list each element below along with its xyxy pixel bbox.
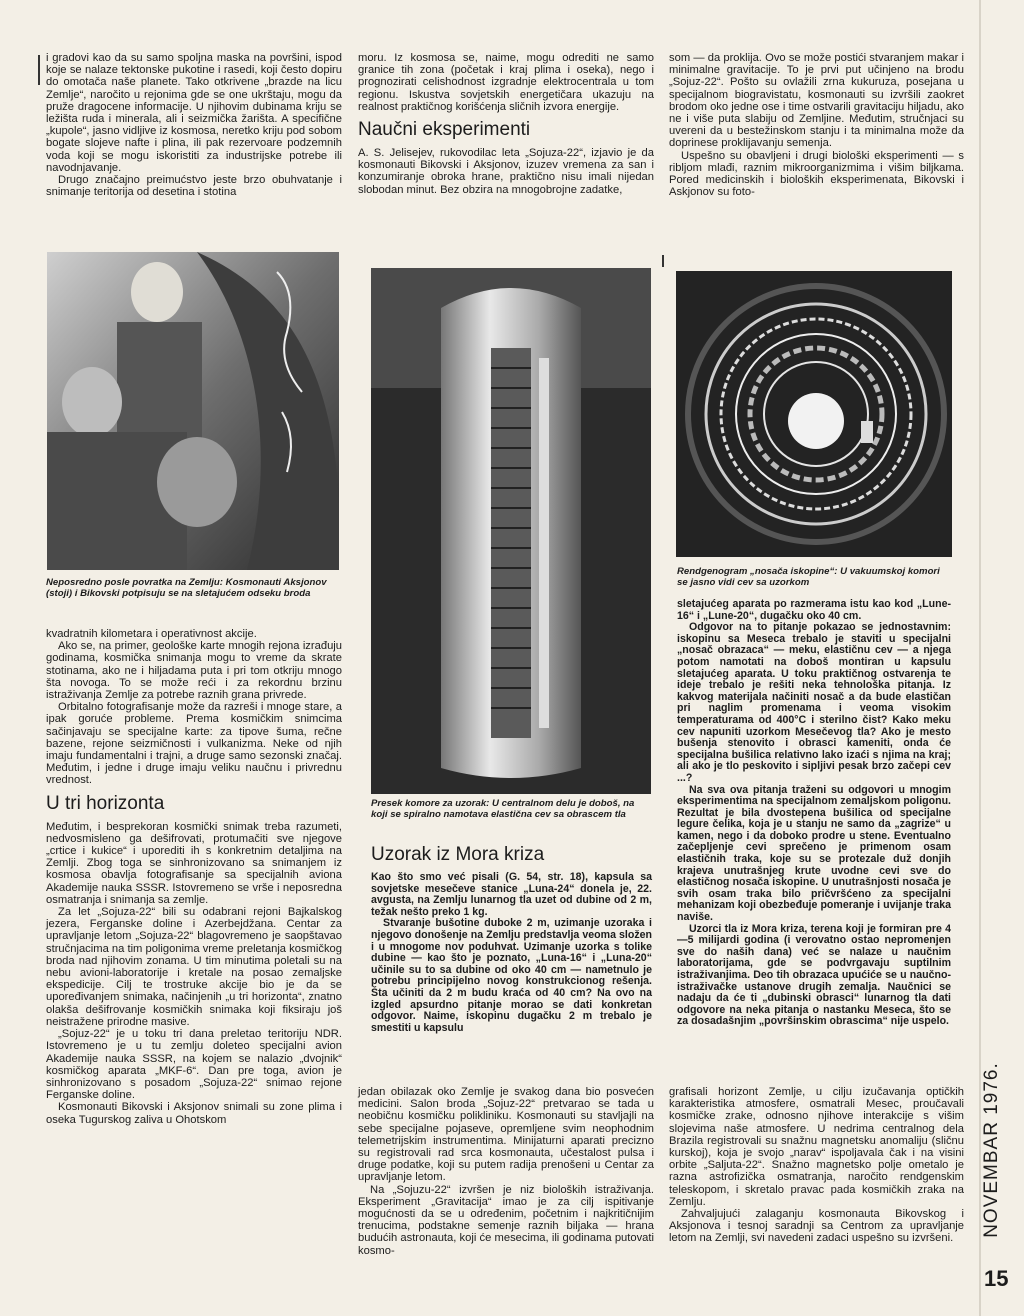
paragraph: grafisali horizont Zemlje, u cilju izučavanja optičkih karakteristika atmosfere, osmatrali Mesec, proučavali kosmičke zrake, odnosno njihove interakcije s višim slojevima naše atmosfere. U nedrima centralnog dela Brazila registrovali su snažnu magnetsku anomaliju (sličnu kurskoj), koja je svojo „narav“ ispoljavala čak i na visini orbite „Saljuta-22“. Snažno magnetsko polje ometalo je razna astrofizička osmatranja, naročito rendgenskim teleskopom, i skretalo pravac pada kosmičkih zraka na Zemlju. <box>669 1086 964 1208</box>
column-3-top <box>669 52 964 198</box>
margin-rule <box>38 55 40 85</box>
paragraph: jedan obilazak oko Zemlje je svakog dana bio posvećen medicini. Salon broda „Sojuz-22“ pretvarao se tada u neobičnu kosmičku polikliniku. Kosmonauti su stavljajli na sebe specijalne pojaseve, opremljene svim neophodnim telemetrijskim instrumentima. Minijaturni aparati precizno su registrovali rad srca kosmonauta, učestalost pulsa i druge podatke, koji su putem radija prenošeni u Centar za upravljanje letom. <box>358 1086 654 1184</box>
section-heading-naucni-eksperimenti: Naučni eksperimenti <box>358 119 531 141</box>
column-3-bottom <box>669 1086 964 1245</box>
paragraph: Kosmonauti Bikovski i Aksjonov snimali su zone plima i oseka Tugurskog zaliva u Ohotskom <box>46 1101 342 1126</box>
xray-photo <box>676 271 952 557</box>
page-number: 15 <box>984 1266 1009 1291</box>
paragraph: Drugo značajno preimućstvo jeste brzo obuhvatanje i snimanje teritorija od desetina i stotina <box>46 174 342 199</box>
paragraph: Orbitalno fotografisanje može da razreši i mnoge stare, a ipak goruće probleme. Prema kosmičkim snimcima sačinjavaju se specijalne karte: za tipove šuma, rečne bazene, rejone seizmičnosti i vulkanizma. Neke od njih imaju fundamentalni i trajni, a druge samo sezonski značaj. Međutim, i jedne i druge imaju veliku naučnu i privrednu vrednost. <box>46 701 342 787</box>
column-1-bottom <box>46 628 342 1126</box>
paragraph: Odgovor na to pitanje pokazao se jednostavnim: iskopinu sa Meseca trebalo je staviti u specijalni „nosač obrazaca“ — meku, elastičnu cev — a njega potom namotati na doboš montiran u kapsulu sletajućeg aparata. U toku praktičnog ostvarenja te ideje trebalo je rešiti neka tehnološka pitanja. Iz kakvog materijala načiniti nosač a da bude elastičan pri naglim promenama i veoma visokim temperaturama od 400°C i sterilno čist? Kako meku cev napuniti uzorkom Mesečevog tla? Ako je mesto bušenja stenovito i obrasci kameniti, onda će specijalna bušilica relativno lako izaći s njima na kraj; ali ako je tlo peskovito i sipljivi pesak brzo začepi cev ...? <box>677 621 951 784</box>
paragraph: Međutim, i besprekoran kosmički snimak treba razumeti, nedvosmisleno ga dešifrovati, protumačiti sve njegove „crtice i kukice“ i uporediti ih s konkretnim detaljima na Zemlji. Zbog toga se sinhronizovano sa snimanjem iz kosmosa obavlja fotografisanje sa specijalnih aviona Akademije nauka SSSR. Istovremeno se vrše i neposredna osmatranja i snimanja sa zemlje. <box>46 820 342 906</box>
paragraph: i gradovi kao da su samo spoljna maska na površini, ispod koje se nalaze tektonske pukotine i rasedi, koji često dopiru do omotača naše planete. Tako otkrivene „brazde na licu Zemlje“, naročito u rejonima gde se one ukrštaju, mogu da pruže dragocene informacije. U njihovim dubinama kriju se ležišta ruda i minerala, ali i seizmička žarišta. A specifične „kupole“, jasno vidljive iz kosmosa, neretko kriju pod sobom bogate slojeve nafte i plina, ili pak rezervoare podzemnih voda koji se mogu iskoristiti za industrijske potrebe ili navodnjavanje. <box>46 52 342 174</box>
paragraph: Kao što smo već pisali (G. 54, str. 18), kapsula sa sovjetske mesečeve stanice „Luna-24“ donela je, 22. avgusta, na Zemlju lunarnog tla uzet od dubine od 2 m, težak nešto preko 1 kg. <box>371 871 652 918</box>
column-2-sidebar-article <box>371 844 652 1034</box>
crew-photo <box>47 252 339 570</box>
paragraph: Uspešno su obavljeni i drugi biološki eksperimenti — s ribljom mlađi, raznim mikroorganizmima i višim biljkama. Pored medicinskih i bioloških eksperimenata, Bikovski i Askjonov su foto- <box>669 149 964 199</box>
paragraph: Ako se, na primer, geološke karte mnogih rejona izrađuju godinama, kosmička snimanja mogu to vreme da skrate stotinama, ako ne i hiljadama puta i pri tom otkriju mnogo šta novoga. To se može reći i za rekordnu brzinu istraživanja Zemlje za potrebe raznih grana privrede. <box>46 640 342 702</box>
xray-caption: Rendgenogram „nosača iskopine“: U vakuumskoj komori se jasno vidi cev sa uzorkom <box>677 566 940 588</box>
sample-chamber-caption: Presek komore za uzorak: U centralnom delu je doboš, na koji se spiralno namotava elastična cev sa obrascem tla <box>371 798 635 820</box>
column-2-bottom <box>358 1086 654 1257</box>
section-heading-uzorak-iz-mora-kriza: Uzorak iz Mora kriza <box>371 844 545 865</box>
paragraph: Zahvaljujući zalaganju kosmonauta Bikovskog i Aksjonova i tesnoj saradnji sa Centrom za upravljanje letom na Zemlji, svi navedeni zadaci uspešno su izvršeni. <box>669 1208 964 1245</box>
paragraph: kvadratnih kilometara i operativnost akcije. <box>46 628 257 640</box>
paragraph: moru. Iz kosmosa se, naime, mogu odrediti ne samo granice tih zona (početak i kraj plima i oseka), nego i prognozirati celishodnost izgradnje elektrocentrala u tom regionu. Iskustva sovjetskih energetičara ukazuju na realnost praktičnog korišćenja sličnih izvora energije. <box>358 52 654 113</box>
column-3-sidebar-article <box>677 599 951 1028</box>
column-1-top <box>46 52 342 198</box>
column-2-top <box>358 52 654 196</box>
crew-photo-caption: Neposredno posle povratka na Zemlju: Kosmonauti Aksjonov (stoji) i Bikovski potpisuju se na sletajućem odseku broda <box>46 577 327 599</box>
paragraph: sletajućeg aparata po razmerama istu kao kod „Lune-16“ i „Lune-20“, dugačku oko 40 cm. <box>677 598 951 622</box>
paragraph: Stvaranje bušotine duboke 2 m, uzimanje uzoraka i njegovo donošenje na Zemlju predstavlja veoma složen i u mnogome nov poduhvat. Uzimanje uzorka s tolike dubine — kao što je poznato, „Luna-16“ i „Luna-20“ učinile su to sa dubine od oko 40 cm — nametnulo je potrebu principijelno novog konstrukcionog rešenja. Šta učiniti da 2 m budu kraća od 40 cm? Na ovo na izgled apsurdno pitanje morao se dati konkretan odgovor. Naime, iskopinu dugačku 2 m trebalo je smestiti u kapsulu <box>371 917 652 1034</box>
issue-date-label <box>962 1020 1022 1280</box>
paragraph: Za let „Sojuza-22“ bili su odabrani rejoni Bajkalskog jezera, Ferganske doline i Azerbejdžana. Centar za upravljanje letom „Sojuza-22“ blagovremeno je saopštavao stručnjacima na tim poligonima vreme preletanja kosmičkog broda nad njihovim zonama. U tim minutima poletali su na nebu avioni-laboratorije i kretale na posao zemaljske ekspedicije. Cilj te trostruke akcije bio je da se upoređivanjem snimaka, načinjenih „u tri horizonta“, znatno olakša dešifrovanje kosmičkih snimaka koji fiksiraju još neistražene prirodne masive. <box>46 906 342 1028</box>
issue-date-text: NOVEMBAR 1976. <box>981 1062 1002 1238</box>
paragraph: Na „Sojuzu-22“ izvršen je niz bioloških istraživanja. Eksperiment „Gravitacija“ imao je za cilj ispitivanje mogućnosti da se u određenim, početnim i najkritičnijim trenucima, podstakne semenje raznih biljaka — hrana budućih astronauta, koji će mesecima, ili godinama putovati kosmo- <box>358 1183 654 1257</box>
paragraph: A. S. Jelisejev, rukovodilac leta „Sojuza-22“, izjavio je da kosmonauti Bikovski i Aksjonov, izuzev vremena za san i konzumiranje obroka hrane, praktično nisu imali nijedan slobodan minut. Bez obzira na mnogobrojne zadatke, <box>358 147 654 196</box>
paragraph: Na sva ova pitanja traženi su odgovori u mnogim eksperimentima na specijalnom zemaljskom poligonu. Rezultat je bila dvostepena bušilica od specijalne legure čelika, koja je u stanju ne samo da „zagrize“ u kamen, nego i da doboko prodre u stene. Eventualno začepljenje cevi sprečeno je primenom osam elastičnih traka, koje su se protezale duž donjih krajeva unutrašnjeg krute uvodne cevi sve do elastičnog nosača iskopine. U unutrašnjosti nosača je svih osam traka bilo pričvršćeno za specijalni mehanizam koji obezbeđuje pomeranje i uvijanje traka naviše. <box>677 783 951 924</box>
sample-chamber-photo <box>371 268 651 794</box>
section-heading-u-tri-horizonta: U tri horizonta <box>46 792 165 814</box>
paragraph: som — da proklija. Ovo se može postići stvaranjem makar i minimalne gravitacije. To je prvi put učinjeno na brodu „Sojuz-22“. Pošto su ovlažili zrna kukuruza, posejana u specijalnom biogravistatu, kosmonauti su izvršili zaokret brodom oko jedne ose i time ostvarili gravitaciju hiljadu, ako ne i više puta slabiju od Zemljine. Međutim, stručnjaci su uvereni da u bestežinskom stanju i ta minimalna može da doprinese proklijavanju semenja. <box>669 52 964 150</box>
paragraph: „Sojuz-22“ je u toku tri dana preletao teritoriju NDR. Istovremeno je u tu zemlju doleteo specijalni avion Akademije nauka SSSR, na kojem se nalazio „dvojnik“ kosmičkog aparata „MKF-6“. Dan pre toga, avion je sinhronizovano s posadom „Sojuza-22“ snimao rejone Ferganske doline. <box>46 1028 342 1102</box>
margin-rule <box>662 255 664 267</box>
paragraph: Uzorci tla iz Mora kriza, terena koji je formiran pre 4—5 milijardi godina (i verovatno ostao nepromenjen sve do naših dana) već se nalaze u naučnim laboratorijama, gde se podvrgavaju suptilnim istraživanjima. Deo tih obrazaca upućiće se u naučno-istraživačke ustanove drugih zemalja. Naučnici se nadaju da će ti „dubinski obrasci“ lunarnog tla dati odgovore na neka pitanja o nastanku Meseca, što se za dosadašnjim „površinskim obrascima“ nije uspelo. <box>677 922 951 1028</box>
